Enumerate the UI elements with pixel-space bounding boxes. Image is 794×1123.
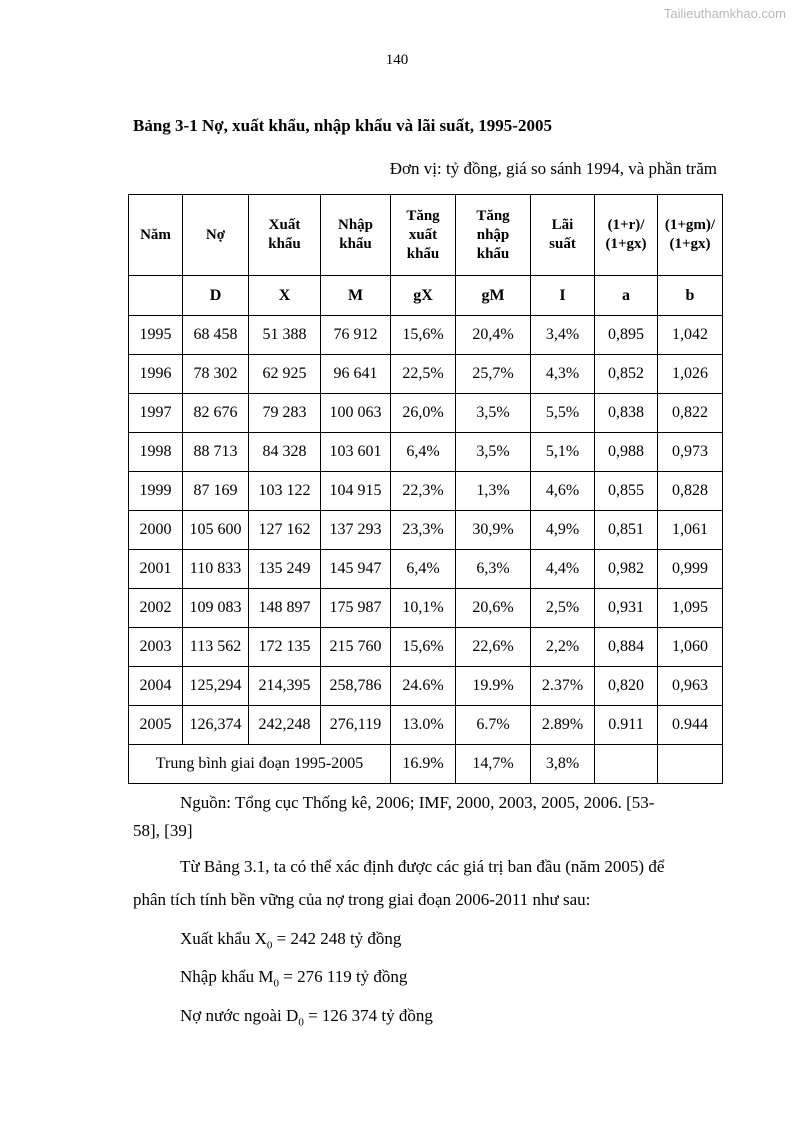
table-cell: 0.944: [658, 706, 723, 745]
import-label: Nhập khẩu M: [180, 967, 274, 986]
table-cell: 20,4%: [456, 316, 531, 355]
table-cell: 0,884: [595, 628, 658, 667]
table-cell: 6,4%: [391, 550, 456, 589]
table-cell: 62 925: [249, 355, 321, 394]
table-cell: 0,982: [595, 550, 658, 589]
paragraph-line1: Từ Bảng 3.1, ta có thể xác định được các giá trị ban đầu (năm 2005) để: [180, 857, 665, 876]
table-cell: 24.6%: [391, 667, 456, 706]
table-cell: 5,5%: [531, 394, 595, 433]
table-cell: 23,3%: [391, 511, 456, 550]
average-i: 3,8%: [531, 745, 595, 784]
table-cell: 0,855: [595, 472, 658, 511]
table-cell: 1,095: [658, 589, 723, 628]
table-row: [129, 472, 723, 511]
table-cell: 25,7%: [456, 355, 531, 394]
table-row: [129, 628, 723, 667]
table-cell: 126,374: [183, 706, 249, 745]
table-cell: 0,963: [658, 667, 723, 706]
table-cell: 1,3%: [456, 472, 531, 511]
table-cell: 87 169: [183, 472, 249, 511]
table-cell: 0,838: [595, 394, 658, 433]
table-cell: 215 760: [321, 628, 391, 667]
table-cell: 104 915: [321, 472, 391, 511]
table-cell: 30,9%: [456, 511, 531, 550]
header-cell: Xuất khẩu: [249, 195, 321, 276]
table-cell: 6,3%: [456, 550, 531, 589]
symbol-cell: gX: [391, 276, 456, 316]
average-empty: [595, 745, 658, 784]
table-cell: 78 302: [183, 355, 249, 394]
header-cell: (1+r)/ (1+gx): [595, 195, 658, 276]
table-cell: 68 458: [183, 316, 249, 355]
import-value-line: [180, 962, 407, 998]
table-row: [129, 394, 723, 433]
average-gx: 16.9%: [391, 745, 456, 784]
table-cell: 15,6%: [391, 316, 456, 355]
table-row: [129, 511, 723, 550]
debt-label: Nợ nước ngoài D: [180, 1006, 299, 1025]
year-cell: 1995: [129, 316, 183, 355]
table-cell: 258,786: [321, 667, 391, 706]
table-cell: 3,5%: [456, 433, 531, 472]
table-cell: 82 676: [183, 394, 249, 433]
table-cell: 0.911: [595, 706, 658, 745]
debt-value-line: [180, 1001, 433, 1037]
average-row: [129, 745, 723, 784]
year-cell: 1999: [129, 472, 183, 511]
table-cell: 276,119: [321, 706, 391, 745]
table-cell: 4,3%: [531, 355, 595, 394]
year-cell: 2005: [129, 706, 183, 745]
average-label: Trung bình giai đoạn 1995-2005: [129, 745, 391, 784]
year-cell: 2000: [129, 511, 183, 550]
table-row: [129, 316, 723, 355]
table-cell: 1,042: [658, 316, 723, 355]
table-cell: 1,061: [658, 511, 723, 550]
table-cell: 2,5%: [531, 589, 595, 628]
table-cell: 15,6%: [391, 628, 456, 667]
table-cell: 4,6%: [531, 472, 595, 511]
table-cell: 96 641: [321, 355, 391, 394]
table-cell: 2.37%: [531, 667, 595, 706]
source-note-line2: 58], [39]: [133, 821, 193, 840]
header-cell: Nợ: [183, 195, 249, 276]
header-row: [129, 195, 723, 276]
table-cell: 175 987: [321, 589, 391, 628]
symbol-cell: b: [658, 276, 723, 316]
table-cell: 4,9%: [531, 511, 595, 550]
table-cell: 127 162: [249, 511, 321, 550]
table-cell: 6,4%: [391, 433, 456, 472]
symbol-cell: gM: [456, 276, 531, 316]
table-cell: 110 833: [183, 550, 249, 589]
paragraph-line2: phân tích tính bền vững của nợ trong giai đoạn 2006-2011 như sau:: [133, 890, 591, 909]
table-cell: 51 388: [249, 316, 321, 355]
symbol-cell: a: [595, 276, 658, 316]
header-cell: (1+gm)/ (1+gx): [658, 195, 723, 276]
table-cell: 242,248: [249, 706, 321, 745]
symbol-cell: [129, 276, 183, 316]
table-cell: 0,851: [595, 511, 658, 550]
data-table: [128, 194, 723, 784]
symbol-row: [129, 276, 723, 316]
import-value: = 276 119 tỷ đồng: [278, 967, 408, 986]
table-cell: 1,060: [658, 628, 723, 667]
year-cell: 2001: [129, 550, 183, 589]
table-cell: 88 713: [183, 433, 249, 472]
table-cell: 0,988: [595, 433, 658, 472]
year-cell: 1997: [129, 394, 183, 433]
symbol-cell: I: [531, 276, 595, 316]
table-row: [129, 355, 723, 394]
header-cell: Tăng xuất khẩu: [391, 195, 456, 276]
source-note-line1: Nguồn: Tổng cục Thống kê, 2006; IMF, 2000, 2003, 2005, 2006. [53-: [180, 793, 655, 812]
table-row: [129, 706, 723, 745]
year-cell: 1996: [129, 355, 183, 394]
table-title: Bảng 3-1 Nợ, xuất khẩu, nhập khẩu và lãi suất, 1995-2005: [133, 116, 552, 135]
table-cell: 113 562: [183, 628, 249, 667]
table-cell: 105 600: [183, 511, 249, 550]
symbol-cell: D: [183, 276, 249, 316]
table-cell: 103 601: [321, 433, 391, 472]
average-gm: 14,7%: [456, 745, 531, 784]
unit-note: Đơn vị: tỷ đồng, giá so sánh 1994, và phần trăm: [389, 159, 717, 178]
table-cell: 135 249: [249, 550, 321, 589]
table-cell: 3,5%: [456, 394, 531, 433]
table-cell: 172 135: [249, 628, 321, 667]
table-cell: 5,1%: [531, 433, 595, 472]
symbol-cell: M: [321, 276, 391, 316]
import-sub: 0: [273, 977, 279, 990]
table-cell: 214,395: [249, 667, 321, 706]
year-cell: 2004: [129, 667, 183, 706]
table-cell: 10,1%: [391, 589, 456, 628]
year-cell: 2003: [129, 628, 183, 667]
table-cell: 137 293: [321, 511, 391, 550]
table-cell: 84 328: [249, 433, 321, 472]
export-value-line: [180, 924, 401, 960]
symbol-cell: X: [249, 276, 321, 316]
table-cell: 125,294: [183, 667, 249, 706]
debt-sub: 0: [298, 1016, 304, 1029]
table-row: [129, 433, 723, 472]
table-cell: 0,822: [658, 394, 723, 433]
export-sub: 0: [266, 939, 273, 952]
table-cell: 3,4%: [531, 316, 595, 355]
table-cell: 20,6%: [456, 589, 531, 628]
header-cell: Năm: [129, 195, 183, 276]
year-cell: 1998: [129, 433, 183, 472]
table-cell: 4,4%: [531, 550, 595, 589]
table-cell: 145 947: [321, 550, 391, 589]
table-cell: 0,931: [595, 589, 658, 628]
average-empty: [658, 745, 723, 784]
table-cell: 6.7%: [456, 706, 531, 745]
table-cell: 1,026: [658, 355, 723, 394]
export-value: = 242 248 tỷ đồng: [272, 929, 402, 948]
table-row: [129, 589, 723, 628]
table-cell: 2.89%: [531, 706, 595, 745]
table-cell: 76 912: [321, 316, 391, 355]
page-number: 140: [385, 52, 409, 68]
table-cell: 79 283: [249, 394, 321, 433]
header-cell: Tăng nhập khẩu: [456, 195, 531, 276]
table-cell: 0,820: [595, 667, 658, 706]
table-cell: 0,852: [595, 355, 658, 394]
table-cell: 0,828: [658, 472, 723, 511]
table-cell: 103 122: [249, 472, 321, 511]
table-cell: 13.0%: [391, 706, 456, 745]
table-cell: 0,895: [595, 316, 658, 355]
table-cell: 22,5%: [391, 355, 456, 394]
export-label: Xuất khẩu X: [180, 929, 267, 948]
table-row: [129, 667, 723, 706]
table-row: [129, 550, 723, 589]
table-cell: 0,999: [658, 550, 723, 589]
table-cell: 109 083: [183, 589, 249, 628]
table-cell: 0,973: [658, 433, 723, 472]
table-cell: 2,2%: [531, 628, 595, 667]
table-cell: 22,6%: [456, 628, 531, 667]
header-cell: Lãi suất: [531, 195, 595, 276]
debt-value: = 126 374 tỷ đồng: [303, 1006, 433, 1025]
watermark: Tailieuthamkhao.com: [663, 6, 786, 21]
header-cell: Nhập khẩu: [321, 195, 391, 276]
table-cell: 100 063: [321, 394, 391, 433]
table-cell: 26,0%: [391, 394, 456, 433]
table-cell: 148 897: [249, 589, 321, 628]
table-cell: 22,3%: [391, 472, 456, 511]
table-cell: 19.9%: [456, 667, 531, 706]
year-cell: 2002: [129, 589, 183, 628]
